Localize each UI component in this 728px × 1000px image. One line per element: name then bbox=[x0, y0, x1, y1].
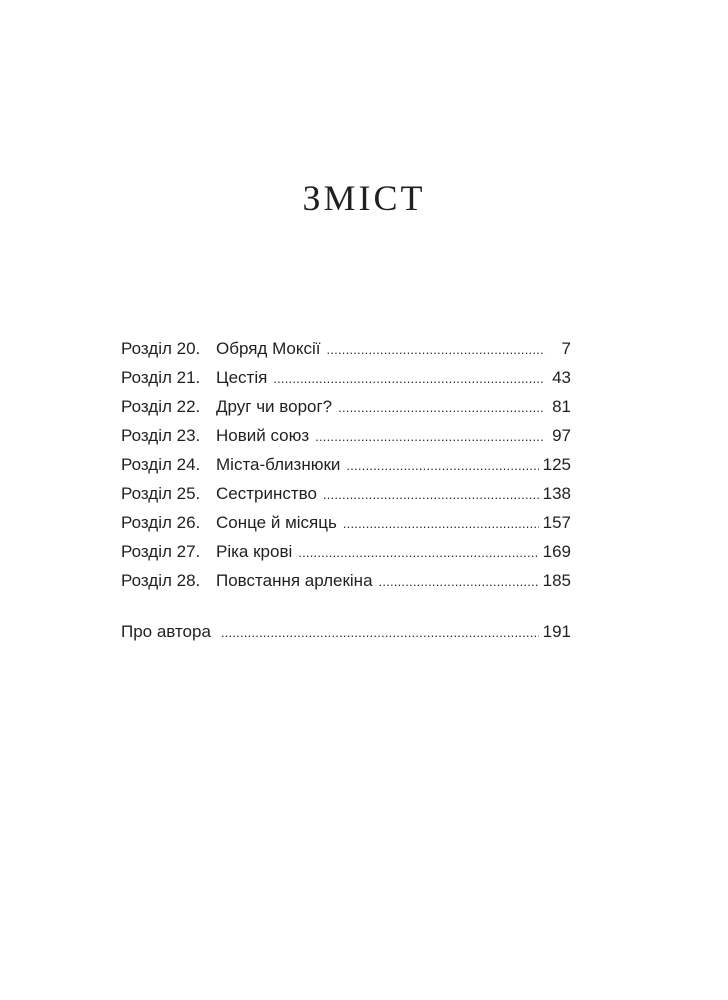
toc-entry-about-author[interactable] bbox=[121, 617, 571, 646]
table-of-contents bbox=[121, 334, 571, 646]
toc-entry-chapter-25[interactable] bbox=[121, 479, 571, 508]
toc-chapter-label: Розділ 25. bbox=[121, 484, 201, 503]
toc-chapter-title: Цестія bbox=[216, 368, 268, 387]
toc-chapter-title: Повстання арлекіна bbox=[216, 571, 373, 590]
toc-page-number: 185 bbox=[542, 571, 571, 590]
toc-dot-leader bbox=[338, 393, 545, 422]
toc-chapter-label: Розділ 22. bbox=[121, 397, 201, 416]
toc-entry-chapter-21[interactable] bbox=[121, 363, 571, 392]
toc-chapter-title: Міста-близнюки bbox=[216, 455, 341, 474]
toc-chapter-title: Сонце й місяць bbox=[216, 513, 337, 532]
toc-chapter-label: Розділ 27. bbox=[121, 542, 201, 561]
toc-entry-chapter-20[interactable] bbox=[121, 334, 571, 363]
toc-page-number: 191 bbox=[542, 622, 571, 641]
toc-dot-leader bbox=[273, 364, 545, 393]
toc-page-number: 81 bbox=[552, 397, 571, 416]
toc-chapter-title: Новий союз bbox=[216, 426, 310, 445]
toc-page-number: 43 bbox=[552, 368, 571, 387]
page-title: ЗМІСТ bbox=[302, 178, 426, 218]
toc-entry-chapter-26[interactable] bbox=[121, 508, 571, 537]
toc-chapter-label: Розділ 23. bbox=[121, 426, 201, 445]
toc-entry-chapter-24[interactable] bbox=[121, 450, 571, 479]
toc-dot-leader bbox=[346, 451, 538, 480]
toc-chapter-label: Розділ 21. bbox=[121, 368, 201, 387]
toc-entry-chapter-28[interactable] bbox=[121, 566, 571, 595]
toc-dot-leader bbox=[221, 618, 539, 647]
toc-page-number: 169 bbox=[542, 542, 571, 561]
toc-page-number: 157 bbox=[542, 513, 571, 532]
toc-chapter-label: Розділ 26. bbox=[121, 513, 201, 532]
toc-page-number: 125 bbox=[542, 455, 571, 474]
toc-chapter-label: Розділ 24. bbox=[121, 455, 201, 474]
toc-page-number: 7 bbox=[561, 339, 571, 358]
toc-chapter-title: Обряд Моксії bbox=[216, 339, 321, 358]
toc-dot-leader bbox=[298, 538, 538, 567]
toc-chapter-title: Сестринство bbox=[216, 484, 317, 503]
toc-about-title: Про автора bbox=[121, 622, 211, 641]
toc-chapter-title: Ріка крові bbox=[216, 542, 293, 561]
toc-page-number: 138 bbox=[542, 484, 571, 503]
toc-page-number: 97 bbox=[552, 426, 571, 445]
toc-chapter-label: Розділ 28. bbox=[121, 571, 201, 590]
toc-entry-chapter-27[interactable] bbox=[121, 537, 571, 566]
toc-dot-leader bbox=[379, 567, 539, 596]
toc-chapter-title: Друг чи ворог? bbox=[216, 397, 333, 416]
toc-dot-leader bbox=[323, 480, 539, 509]
toc-chapter-label: Розділ 20. bbox=[121, 339, 201, 358]
toc-dot-leader bbox=[315, 422, 545, 451]
toc-dot-leader bbox=[327, 335, 545, 364]
toc-entry-chapter-22[interactable] bbox=[121, 392, 571, 421]
toc-dot-leader bbox=[343, 509, 539, 538]
toc-entry-chapter-23[interactable] bbox=[121, 421, 571, 450]
